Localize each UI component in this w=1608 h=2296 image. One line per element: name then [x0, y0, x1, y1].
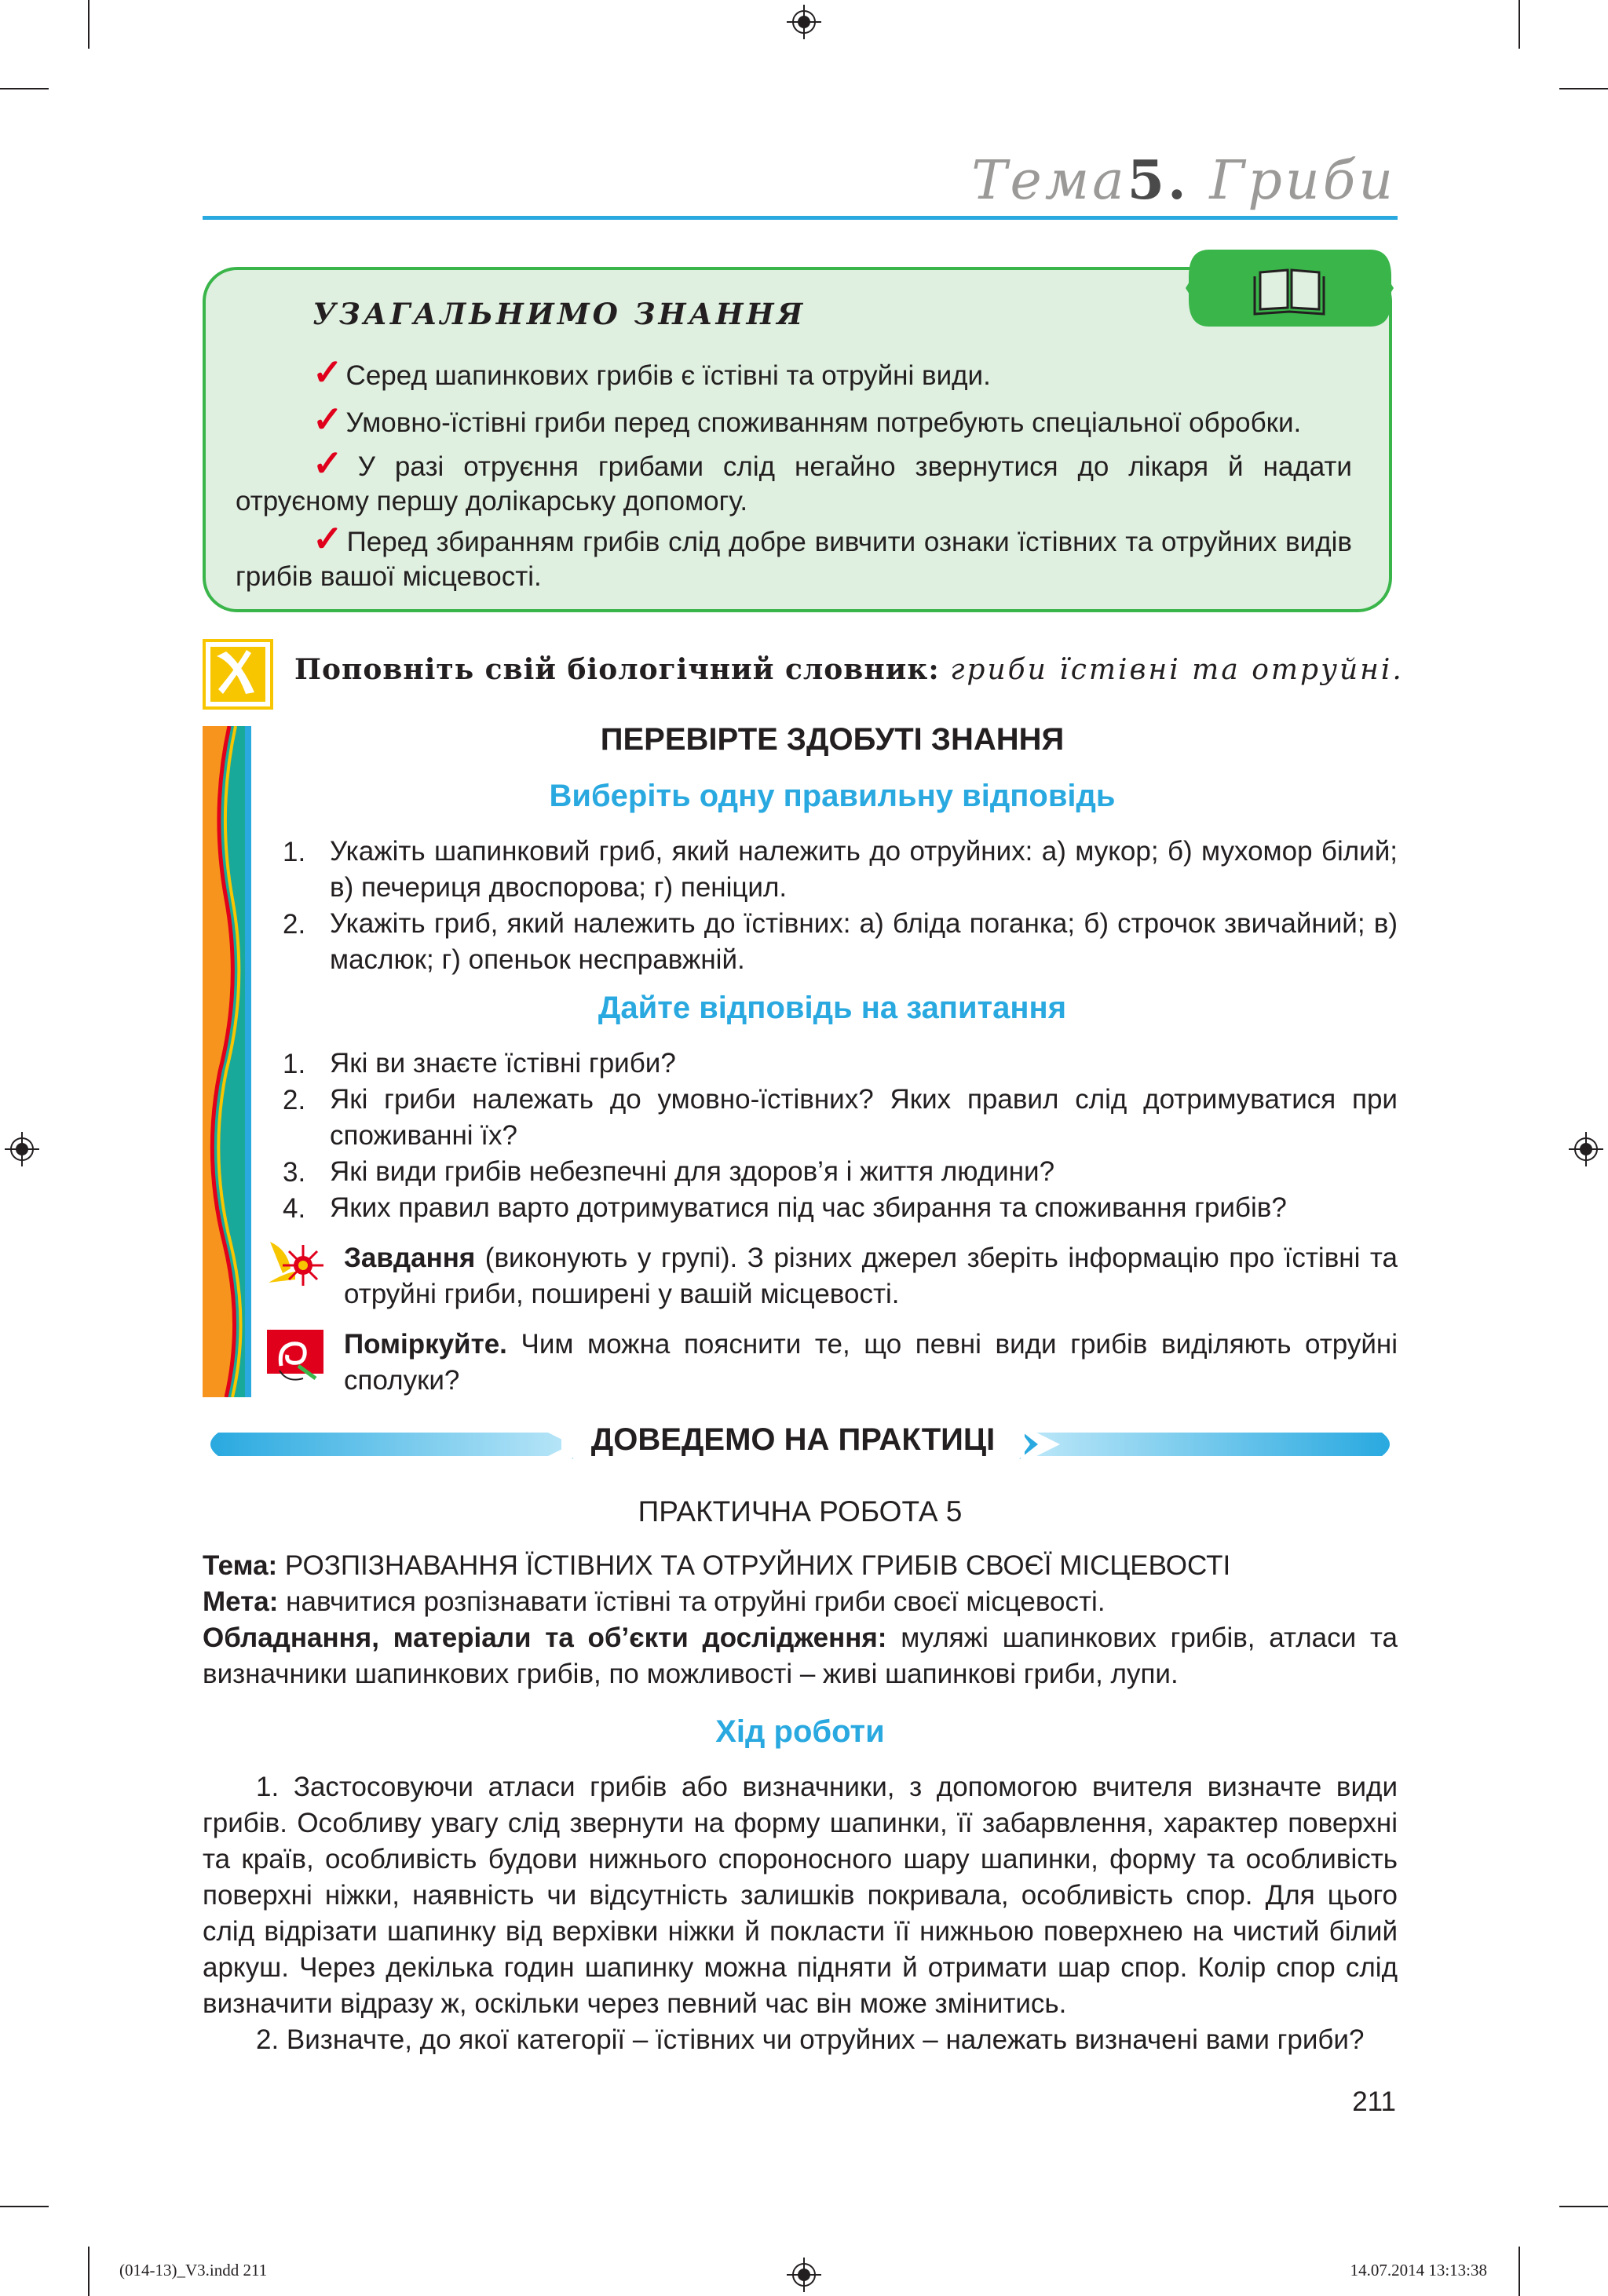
- question-number: 1.: [283, 1049, 306, 1079]
- question-text: Укажіть гриб, який належить до їстівних: а) бліда поганка; б) строчок звичайний; в) маслюк; г) опеньок несправжній.: [330, 908, 1398, 975]
- practical-goal-label: Мета:: [203, 1586, 279, 1617]
- topic-number: 5.: [1127, 149, 1190, 212]
- dictionary-icon: [203, 639, 273, 710]
- crop-mark: [88, 2247, 90, 2296]
- crop-mark: [1559, 88, 1608, 89]
- practical-equipment-label: Обладнання, матеріали та об’єкти дослідження:: [203, 1623, 887, 1653]
- group-task-label: Завдання: [344, 1243, 476, 1273]
- question-number: 1.: [283, 837, 306, 867]
- check-knowledge-title: ПЕРЕВІРТЕ ЗДОБУТІ ЗНАННЯ: [600, 722, 1065, 757]
- summary-item: ✓ Умовно-їстівні гриби перед споживанням потребують спеціальної обробки.: [312, 399, 1302, 440]
- procedure-step-1: 1. Застосовуючи атласи грибів або визначники, з допомогою вчителя визначте види грибів. Особливу увагу слід звернути на форму шапинки, її забарвлення, характер поверхні та країв, особливість будови нижнього спороносного шару шапинки, форму та особливість поверхні ніжки, наявність чи відсутність залишків покривала, особливість спор. Для цього слід відрізати шапинку від верхівки ніжки й покласти її нижньою поверхнею на чистий білий аркуш. Через декілька годин шапинку можна підняти й отримати шар спор. Колір спор слід визначити відразу ж, оскільки через певний час він може змінитись.: [203, 1772, 1398, 2019]
- choose-answer-title: Виберіть одну правильну відповідь: [549, 779, 1116, 813]
- group-task: Завдання (виконують у групі). З різних джерел зберіть інформацію про їстівні та отруйні гриби, поширені у вашій місцевості.: [344, 1243, 1398, 1309]
- crop-mark: [88, 0, 90, 49]
- crop-mark: [1518, 0, 1520, 49]
- procedure-step-2: 2. Визначте, до якої категорії – їстівних чи отруйних – належать визначені вами гриби?: [256, 2024, 1365, 2055]
- question-text: Укажіть шапинковий гриб, який належить до отруйних: а) мукор; б) мухомор білий; в) печериця двоспорова; г) пеніцил.: [330, 836, 1398, 903]
- dictionary-line: [294, 653, 1404, 686]
- crop-mark: [0, 2206, 49, 2207]
- question-number: 3.: [283, 1157, 306, 1188]
- dictionary-terms: гриби їстівні та отруйні.: [950, 654, 1404, 686]
- open-book-icon: [1186, 245, 1394, 331]
- answer-questions-title: Дайте відповідь на запитання: [598, 991, 1067, 1025]
- question-number: 2.: [283, 1085, 306, 1115]
- summary-item: ✓ У разі отруєння грибами слід негайно звернутися до лікаря й надати отруєному першу долікарську допомогу.: [236, 443, 1352, 517]
- topic-title: [971, 149, 1396, 212]
- question-text: Які види грибів небезпечні для здоров’я і життя людини?: [330, 1156, 1055, 1187]
- check-icon: ✓: [312, 518, 344, 559]
- registration-mark-icon: [5, 1132, 39, 1166]
- dictionary-label: Поповніть свій біологічний словник:: [294, 653, 940, 686]
- page-number: 211: [1352, 2086, 1396, 2117]
- practical-topic-label: Тема:: [203, 1550, 278, 1581]
- slug-file: (014-13)_V3.indd 211: [119, 2261, 268, 2280]
- flower-task-icon: [264, 1234, 327, 1297]
- think-label: Поміркуйте.: [344, 1329, 507, 1360]
- practice-banner-title: ДОВЕДЕМО НА ПРАКТИЦІ: [561, 1422, 1025, 1458]
- question-text: Яких правил варто дотримуватися під час збирання та споживання грибів?: [330, 1192, 1287, 1223]
- question-text: Які ви знаєте їстівні гриби?: [330, 1048, 676, 1079]
- registration-mark-icon: [787, 5, 821, 39]
- practical-goal: Мета: навчитися розпізнавати їстівні та отруйні гриби своєї місцевості.: [203, 1586, 1106, 1617]
- side-ribbon: [203, 726, 251, 1397]
- question-text: Які гриби належать до умовно-їстівних? Яких правил слід дотримуватися при споживанні їх?: [330, 1084, 1398, 1151]
- header-rule: [203, 216, 1398, 220]
- question-number: 4.: [283, 1193, 306, 1224]
- practical-topic: Тема: РОЗПІЗНАВАННЯ ЇСТІВНИХ ТА ОТРУЙНИХ ГРИБІВ СВОЄЇ МІСЦЕВОСТІ: [203, 1550, 1231, 1581]
- summary-item: ✓ Перед збиранням грибів слід добре вивчити ознаки їстівних та отруйних видів грибів вашої місцевості.: [236, 518, 1352, 592]
- topic-name: Гриби: [1209, 150, 1396, 212]
- topic-word: Тема: [971, 150, 1127, 212]
- procedure-title: Хід роботи: [715, 1714, 885, 1749]
- check-icon: ✓: [312, 443, 355, 484]
- summary-title: УЗАГАЛЬНИМО ЗНАННЯ: [312, 297, 806, 331]
- slug-timestamp: 14.07.2014 13:13:38: [1350, 2261, 1487, 2280]
- registration-mark-icon: [787, 2258, 821, 2292]
- crop-mark: [1559, 2206, 1608, 2207]
- summary-item: ✓ Серед шапинкових грибів є їстівні та отруйні види.: [312, 352, 991, 392]
- think-icon: [264, 1323, 327, 1386]
- crop-mark: [1518, 2247, 1520, 2296]
- practical-work-title: ПРАКТИЧНА РОБОТА 5: [638, 1495, 963, 1528]
- question-number: 2.: [283, 909, 306, 940]
- check-icon: ✓: [312, 352, 343, 392]
- think-task: Поміркуйте. Чим можна пояснити те, що певні види грибів виділяють отруйні сполуки?: [344, 1329, 1398, 1396]
- practical-equipment: Обладнання, матеріали та об’єкти дослідження: муляжі шапинкових грибів, атласи та визначники шапинкових грибів, по можливості – живі шапинкові гриби, лупи.: [203, 1623, 1398, 1689]
- registration-mark-icon: [1569, 1132, 1603, 1166]
- crop-mark: [0, 88, 49, 89]
- check-icon: ✓: [312, 399, 343, 440]
